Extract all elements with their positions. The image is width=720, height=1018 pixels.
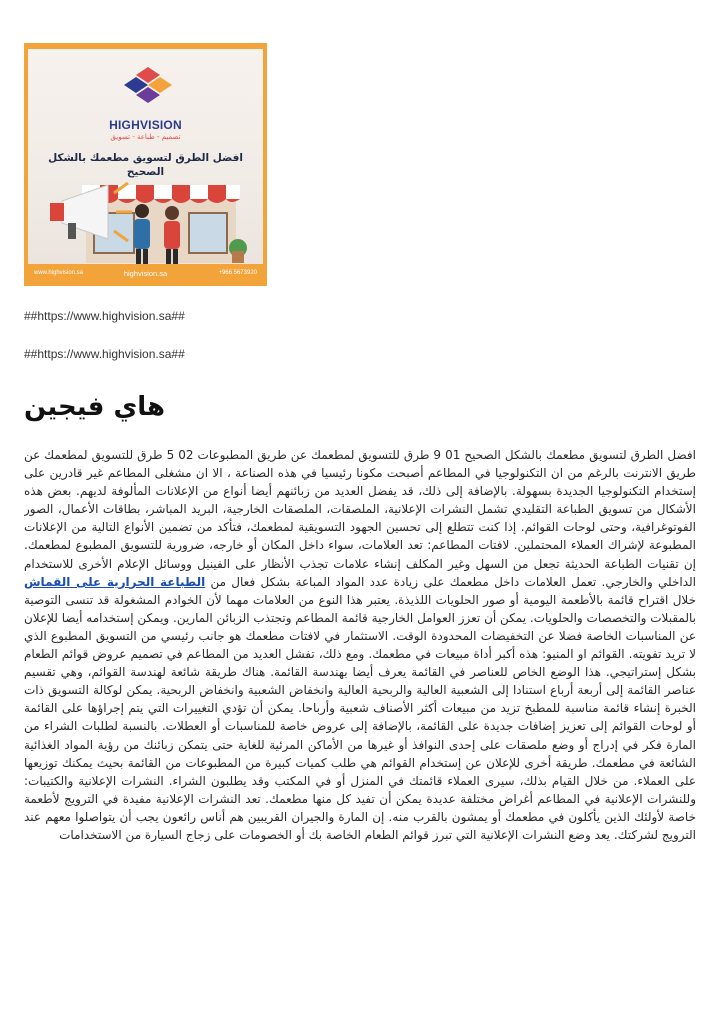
footer-domain: highvision.sa [123, 269, 168, 278]
hero-headline: افضل الطرق لتسويق مطعمك بالشكل الصحيح [48, 152, 243, 178]
article-text-part-1: افضل الطرق لتسويق مطعمك بالشكل الصحيح 01 9 طرق للتسويق لمطعمك عن طريق المطبوعات 02 5 طرق للتسويق لمطعمك عن طريق الانترنت بالرغم من ان التكنولوجيا في المطاعم أصبحت مكونا رئيسيا في هذه الصناعة ، الا ان مشغلى المطاعم غير قادرين على إستخدام التكنولوجيا الجديدة بسهولة. بالإضافة إلى ذلك، قد يفضل العديد من زبائنهم أيضا أنواع من الإعلانات المألوفة لديهم. بعض هذه الأشكال من تسويق الطباعة التقليدي تشمل النشرات الإعلانية، الملصقات، الملصقات الخارجية، البريد المباشر، بطاقات الأعمال، الصور الفوتوغرافية، وحتى لوحات القوائم. إذا كنت تتطلع إلى تحسين الجهود التسويقية لمطعمك، فتأكد من تضمين الأنواع التالية من الإعلانات المطبوعة لإشراك العملاء المحتملين. لافتات المطاعم: تعد العلامات، سواء داخل المكان أو خارجه، ضرورية للتسويق المطبوع لمطعمك. إن تقنيات الطباعة الحديثة تجعل من السهل وغير المكلف إنشاء علامات تجذب الأنظار على الفينيل ووسائل الإعلام الأخرى للاستخدام الداخلي والخارجي. تعمل العلامات داخل مطعمك على زيادة عدد المواد المباعة بشكل فعال من [24, 448, 696, 589]
source-url-1: ##https://www.highvision.sa## [24, 309, 185, 323]
article-body [24, 446, 696, 1006]
hero-footer [24, 264, 267, 286]
article-text-part-2: خلال اقتراح قائمة بالأطعمة اليومية أو صور الحلويات اللذيذة. يعتبر هذا النوع من العلامات مهما لأن الخوادم المشغولة قد تنسى التوصية بالمقبلات والتخصصات والحلويات. يمكن أن تعزز العوامل الخارجية قائمة المطاعم وتجتذب الزبائن المارين. ويمكن إستخدامه أيضا للإعلان عن المناسبات الخاصة فضلا عن التخفيضات المحدودة الوقت. الاستثمار في لافتات مطعمك هو جانب رئيسي من التسويق المطبوع الذي لا تريد تفويته. القوائم او المنيو: هذه أكبر أداة مبيعات في مطعمك. ومع ذلك، تفشل العديد من المطاعم في تصميم عروض قوائم الطعام بشكل إستراتيجي. هذا الوضع الخاص للعناصر في القائمة يعرف أيضا بهندسة القائمة. هناك طريقة شائعة لهندسة القوائم، وهي تقسيم عناصر القائمة إلى أربعة أرباع استنادا إلى الشعبية العالية والربحية العالية وانخفاض الشعبية وانخفاض الربحية. يمكن لوكالة التسويق ذات الخبرة إنشاء قائمة مناسبة للمطبخ تزيد من مبيعات أكثر الأصناف شعبية وأرباحا. يمكن أن تؤدي التغييرات التي يتم إجراؤها على القائمة أو لوحات القوائم إلى تعزيز إضافات جديدة على القائمة، بالإضافة إلى عروض خاصة للمناسبات أو العطلات. بالنسبة لطلبات الشراء من المارة فكر في إدراج أو وضع ملصقات على إحدى النوافذ أو غيرها من الأماكن المرئية للغاية حتى يتمكن زبائنك من رؤية المواد الغذائية الشائعة في مطعمك. طريقة أخرى للإعلان عن إستخدام القوائم هي طلب كميات كبيرة من المطبوعات من القائمة بحيث يمكنك توزيعها على العملاء. من خلال القيام بذلك، سيرى العملاء قائمتك في المنزل أو في المكتب وقد يطلبون الشراء. النشرات الإعلانية والكتيبات: وللنشرات الإعلانية في المطاعم أغراض مختلفة عديدة يمكن أن تفيد كل منها مطعمك. تعد النشرات الإعلانية مفيدة في الترويج لأطعمة خاصة لأولئك الذين يأكلون في مطعمك أو يمشون بالقرب منه. إن المارة والجيران القريبين هم أناس رائعون يجب أن يتواصلوا معهم عند الترويج لشركتك. يعد وضع النشرات الإعلانية التي تبرز قوائم الطعام الخاصة بك أو الخصومات على زجاج السيارة من الاستخدامات [24, 592, 696, 842]
footer-website: www.highvision.sa [34, 270, 84, 276]
source-url-2: ##https://www.highvision.sa## [24, 347, 185, 361]
brand-tagline: تصميم - طباعة - تسويق [110, 133, 181, 141]
thermal-printing-link[interactable]: الطباعة الحرارية على القماش [24, 574, 206, 589]
page-title: هاي فيجين [24, 392, 166, 422]
restaurant-illustration-icon [24, 43, 267, 286]
brand-name: HIGHVISION [109, 118, 182, 132]
footer-phone: +966 5673920 [218, 270, 257, 276]
hero-image [24, 43, 267, 286]
